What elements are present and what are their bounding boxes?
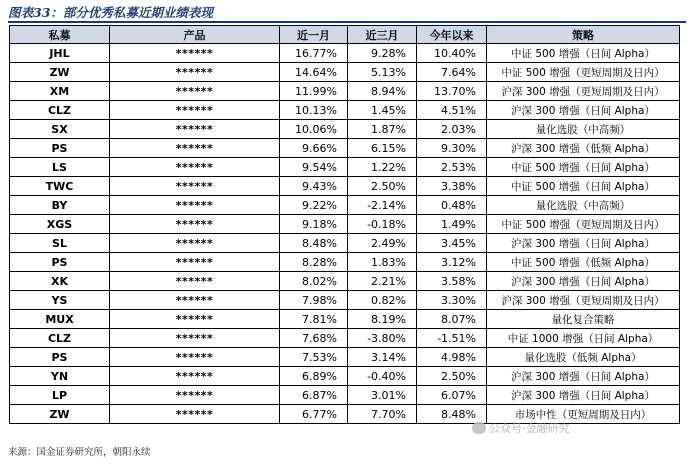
product-cell: ****** (110, 272, 280, 291)
strategy-cell: 中证 1000 增强（日间 Alpha） (487, 329, 680, 348)
product-cell: ****** (110, 329, 280, 348)
three-month-cell: 3.14% (348, 348, 417, 367)
ytd-cell: 4.51% (417, 101, 487, 120)
ytd-cell: 10.40% (417, 44, 487, 63)
one-month-cell: 9.54% (280, 158, 348, 177)
strategy-cell: 沪深 300 增强（日间 Alpha） (487, 367, 680, 386)
table-header-row (10, 26, 680, 44)
product-cell: ****** (110, 234, 280, 253)
fund-cell: JHL (10, 44, 110, 63)
fund-cell: YS (10, 291, 110, 310)
source-note: 来源：国金证券研究所，朝阳永续 (8, 447, 151, 458)
one-month-cell: 14.64% (280, 63, 348, 82)
ytd-cell: -1.51% (417, 329, 487, 348)
ytd-cell: 3.58% (417, 272, 487, 291)
three-month-cell: -0.18% (348, 215, 417, 234)
watermark (472, 420, 570, 436)
strategy-cell: 量化选股（中高频） (487, 196, 680, 215)
table-row (10, 120, 680, 139)
table-row (10, 329, 680, 348)
product-cell: ****** (110, 177, 280, 196)
strategy-cell: 中证 500 增强（日间 Alpha） (487, 177, 680, 196)
strategy-cell: 中证 500 增强（日间 Alpha） (487, 44, 680, 63)
strategy-cell: 中证 500 增强（更短周期及日内） (487, 215, 680, 234)
fund-cell: LS (10, 158, 110, 177)
table-row (10, 234, 680, 253)
product-cell: ****** (110, 215, 280, 234)
figure-title: 图表33：部分优秀私募近期业绩表现 (8, 5, 213, 20)
three-month-cell: -0.40% (348, 367, 417, 386)
strategy-cell: 沪深 300 增强（日间 Alpha） (487, 386, 680, 405)
product-cell: ****** (110, 82, 280, 101)
three-month-cell: 2.50% (348, 177, 417, 196)
one-month-cell: 9.18% (280, 215, 348, 234)
header-strategy: 策略 (487, 26, 680, 44)
one-month-cell: 7.98% (280, 291, 348, 310)
fund-cell: PS (10, 139, 110, 158)
one-month-cell: 9.22% (280, 196, 348, 215)
strategy-cell: 量化选股（中高频） (487, 120, 680, 139)
fund-cell: XGS (10, 215, 110, 234)
fund-cell: CLZ (10, 101, 110, 120)
header-product: 产品 (110, 26, 280, 44)
strategy-cell: 量化复合策略 (487, 310, 680, 329)
table-row (10, 63, 680, 82)
one-month-cell: 7.81% (280, 310, 348, 329)
watermark-text: 公众号·金融研究 (489, 422, 570, 435)
product-cell: ****** (110, 44, 280, 63)
header-one-month: 近一月 (280, 26, 348, 44)
three-month-cell: -3.80% (348, 329, 417, 348)
strategy-cell: 中证 500 增强（低频 Alpha） (487, 253, 680, 272)
fund-cell: CLZ (10, 329, 110, 348)
fund-cell: LP (10, 386, 110, 405)
table-row (10, 158, 680, 177)
product-cell: ****** (110, 253, 280, 272)
three-month-cell: 1.83% (348, 253, 417, 272)
fund-cell: XM (10, 82, 110, 101)
ytd-cell: 0.48% (417, 196, 487, 215)
strategy-cell: 沪深 300 增强（低频 Alpha） (487, 139, 680, 158)
strategy-cell: 量化选股（低频 Alpha） (487, 348, 680, 367)
one-month-cell: 7.68% (280, 329, 348, 348)
fund-cell: PS (10, 348, 110, 367)
strategy-cell: 沪深 300 增强（更短周期及日内） (487, 82, 680, 101)
one-month-cell: 6.77% (280, 405, 348, 424)
strategy-cell: 沪深 300 增强（日间 Alpha） (487, 234, 680, 253)
ytd-cell: 1.49% (417, 215, 487, 234)
three-month-cell: 1.22% (348, 158, 417, 177)
one-month-cell: 10.13% (280, 101, 348, 120)
one-month-cell: 8.28% (280, 253, 348, 272)
three-month-cell: 2.21% (348, 272, 417, 291)
three-month-cell: -2.14% (348, 196, 417, 215)
three-month-cell: 2.49% (348, 234, 417, 253)
one-month-cell: 11.99% (280, 82, 348, 101)
product-cell: ****** (110, 120, 280, 139)
ytd-cell: 9.30% (417, 139, 487, 158)
one-month-cell: 8.48% (280, 234, 348, 253)
product-cell: ****** (110, 367, 280, 386)
three-month-cell: 3.01% (348, 386, 417, 405)
one-month-cell: 9.66% (280, 139, 348, 158)
table-row (10, 253, 680, 272)
ytd-cell: 6.07% (417, 386, 487, 405)
one-month-cell: 6.89% (280, 367, 348, 386)
ytd-cell: 2.50% (417, 367, 487, 386)
product-cell: ****** (110, 196, 280, 215)
table-row (10, 196, 680, 215)
strategy-cell: 沪深 300 增强（日间 Alpha） (487, 272, 680, 291)
table-row (10, 215, 680, 234)
ytd-cell: 7.64% (417, 63, 487, 82)
one-month-cell: 8.02% (280, 272, 348, 291)
fund-cell: BY (10, 196, 110, 215)
table-row (10, 367, 680, 386)
fund-cell: YN (10, 367, 110, 386)
fund-cell: TWC (10, 177, 110, 196)
one-month-cell: 7.53% (280, 348, 348, 367)
product-cell: ****** (110, 291, 280, 310)
three-month-cell: 7.70% (348, 405, 417, 424)
table-row (10, 348, 680, 367)
ytd-cell: 2.03% (417, 120, 487, 139)
ytd-cell: 3.12% (417, 253, 487, 272)
fund-cell: SL (10, 234, 110, 253)
ytd-cell: 3.45% (417, 234, 487, 253)
three-month-cell: 1.87% (348, 120, 417, 139)
table-body (10, 44, 680, 424)
ytd-cell: 13.70% (417, 82, 487, 101)
performance-table (9, 25, 680, 424)
three-month-cell: 5.13% (348, 63, 417, 82)
table-row (10, 386, 680, 405)
three-month-cell: 9.28% (348, 44, 417, 63)
three-month-cell: 8.94% (348, 82, 417, 101)
fund-cell: PS (10, 253, 110, 272)
table-row (10, 139, 680, 158)
table-row (10, 291, 680, 310)
product-cell: ****** (110, 405, 280, 424)
three-month-cell: 6.15% (348, 139, 417, 158)
product-cell: ****** (110, 348, 280, 367)
table-row (10, 177, 680, 196)
three-month-cell: 1.45% (348, 101, 417, 120)
one-month-cell: 6.87% (280, 386, 348, 405)
title-underline (8, 21, 686, 23)
fund-cell: ZW (10, 63, 110, 82)
product-cell: ****** (110, 158, 280, 177)
product-cell: ****** (110, 310, 280, 329)
strategy-cell: 沪深 300 增强（更短周期及日内） (487, 291, 680, 310)
product-cell: ****** (110, 101, 280, 120)
strategy-cell: 中证 500 增强（日间 Alpha） (487, 158, 680, 177)
fund-cell: MUX (10, 310, 110, 329)
header-ytd: 今年以来 (417, 26, 487, 44)
ytd-cell: 4.98% (417, 348, 487, 367)
three-month-cell: 0.82% (348, 291, 417, 310)
table-row (10, 272, 680, 291)
table-row (10, 405, 680, 424)
three-month-cell: 8.19% (348, 310, 417, 329)
ytd-cell: 2.53% (417, 158, 487, 177)
ytd-cell: 3.30% (417, 291, 487, 310)
one-month-cell: 9.43% (280, 177, 348, 196)
wechat-icon (472, 422, 486, 434)
product-cell: ****** (110, 63, 280, 82)
table-row (10, 310, 680, 329)
product-cell: ****** (110, 139, 280, 158)
table-row (10, 82, 680, 101)
header-fund: 私募 (10, 26, 110, 44)
ytd-cell: 8.48% (417, 405, 487, 424)
table-row (10, 44, 680, 63)
strategy-cell: 中证 500 增强（更短周期及日内） (487, 63, 680, 82)
fund-cell: ZW (10, 405, 110, 424)
header-three-month: 近三月 (348, 26, 417, 44)
strategy-cell: 沪深 300 增强（日间 Alpha） (487, 101, 680, 120)
fund-cell: XK (10, 272, 110, 291)
product-cell: ****** (110, 386, 280, 405)
one-month-cell: 16.77% (280, 44, 348, 63)
ytd-cell: 3.38% (417, 177, 487, 196)
table-row (10, 101, 680, 120)
fund-cell: SX (10, 120, 110, 139)
strategy-cell: 市场中性（更短周期及日内） (487, 405, 680, 424)
ytd-cell: 8.07% (417, 310, 487, 329)
one-month-cell: 10.06% (280, 120, 348, 139)
